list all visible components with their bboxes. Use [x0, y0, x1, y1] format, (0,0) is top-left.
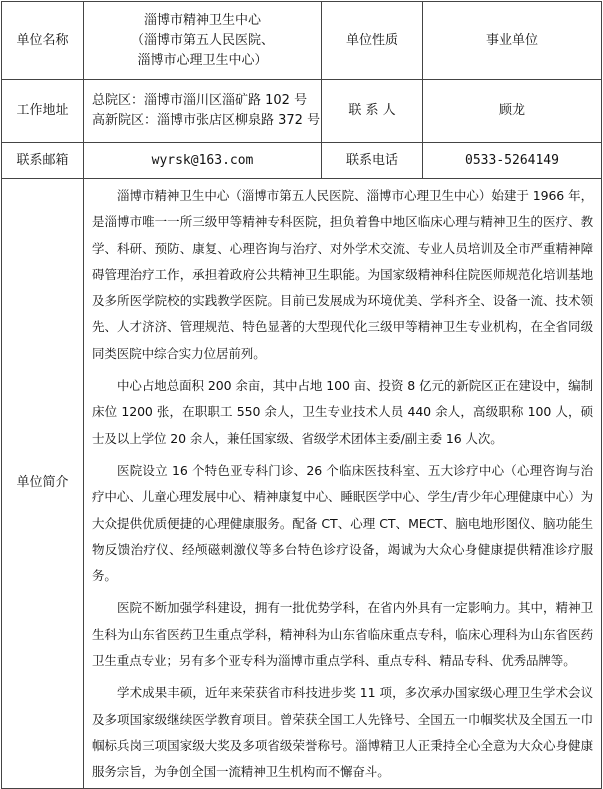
- unit-name-value: [84, 2, 322, 80]
- phone-label: 联系电话: [322, 143, 423, 179]
- intro-paragraph: 医院不断加强学科建设，拥有一批优势学科，在省内外具有一定影响力。其中，精神卫生科为山东省医药卫生重点学科，精神科为山东省临床重点专科，临床心理科为山东省医药卫生重点专业；另有多个亚专科为淄博市重点学科、重点专科、精品专科、优秀品牌等。: [92, 600, 593, 669]
- intro-content: [84, 179, 602, 789]
- row-unit-name: [2, 2, 602, 80]
- unit-name-line: 淄博市心理卫生中心）: [137, 52, 268, 68]
- intro-paragraph: 学术成果丰硕，近年来荣获省市科技进步奖 11 项，多次承办国家级心理卫生学术会议及多项国家级继续医学教育项目。曾荣获全国工人先锋号、全国五一巾帼奖状及全国五一巾帼标兵岗三项国家级大奖及多项省级荣誉称号。淄博精卫人正秉持全心全意为大众心身健康服务宗旨，为争创全国一流精神卫生机构而不懈奋斗。: [92, 685, 593, 780]
- address-line-main: 总院区：淄博市淄川区淄矿路 102 号: [92, 93, 308, 108]
- intro-paragraph: 医院设立 16 个特色亚专科门诊、26 个临床医技科室、五大诊疗中心（心理咨询与治疗中心、儿童心理发展中心、精神康复中心、睡眠医学中心、学生/青少年心理健康中心）为大众提供优质便捷的心理健康服务。配备 CT、心理 CT、MECT、脑电地形图仪、脑功能生物反馈治疗仪、经颅磁刺激仪等多台特色诊疗设备，竭诚为大众心身健康提供精准诊疗服务。: [92, 462, 593, 584]
- intro-paragraph: 中心占地总面积 200 余亩，其中占地 100 亩、投资 8 亿元的新院区正在建设中，编制床位 1200 张，在职职工 550 余人，卫生专业技术人员 440 余人，高级职称 100 人，硕士及以上学位 20 余人，兼任国家级、省级学术团体主委/副主委 16 人次。: [92, 378, 593, 446]
- contact-person-value: 顾龙: [423, 80, 602, 143]
- unit-name-line: 淄博市精神卫生中心: [143, 12, 261, 28]
- email-value: wyrsk@163.com: [84, 143, 322, 179]
- address-line-hitech: 高新院区：淄博市张店区柳泉路 372 号: [92, 113, 321, 128]
- unit-name-label: 单位名称: [2, 2, 84, 80]
- phone-value: 0533-5264149: [423, 143, 602, 179]
- intro-paragraph: 淄博市精神卫生中心（淄博市第五人民医院、淄博市心理卫生中心）始建于 1966 年，是淄博市唯一一所三级甲等精神专科医院，担负着鲁中地区临床心理与精神卫生的医疗、教学、科研、预防、康复、心理咨询与治疗、对外学术交流、专业人员培训及全市严重精神障碍管理治疗工作，承担着政府公共精神卫生职能。为国家级精神科住院医师规范化培训基地及多所医学院校的实践教学医院。目前已发展成为环境优美、学科齐全、设备一流、技术领先、人才济济、管理规范、特色显著的大型现代化三级甲等精神卫生专业机构，在全省同级同类医院中综合实力位居前列。: [92, 188, 593, 361]
- unit-nature-value: 事业单位: [423, 2, 602, 80]
- intro-label: 单位简介: [2, 179, 84, 789]
- work-address-value: [84, 80, 322, 143]
- row-intro: [2, 179, 602, 789]
- contact-person-label: 联 系 人: [322, 80, 423, 143]
- work-address-label: 工作地址: [2, 80, 84, 143]
- unit-info-table: [1, 1, 602, 789]
- unit-name-line: （淄博市第五人民医院、: [130, 32, 274, 48]
- row-work-address: [2, 80, 602, 143]
- unit-nature-label: 单位性质: [322, 2, 423, 80]
- row-contact: [2, 143, 602, 179]
- email-label: 联系邮箱: [2, 143, 84, 179]
